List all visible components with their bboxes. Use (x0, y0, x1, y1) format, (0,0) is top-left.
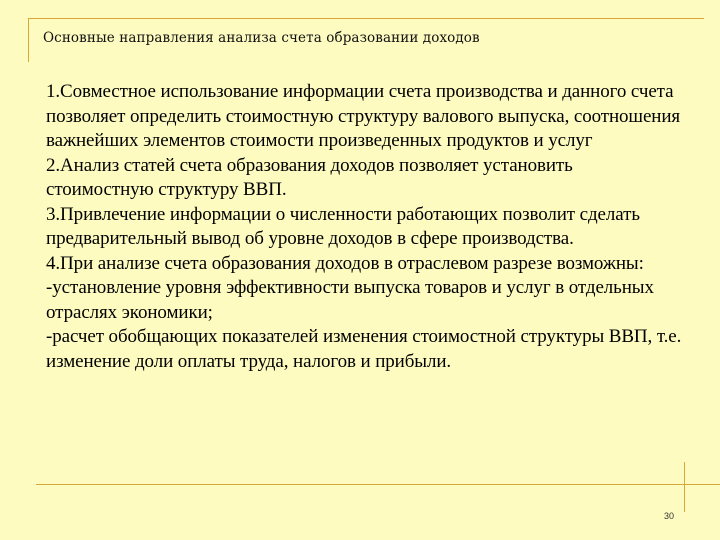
slide-title: Основные направления анализа счета образовании доходов (43, 30, 480, 46)
body-paragraph-4: 4.При анализе счета образования доходов в отраслевом разрезе возможны: (46, 252, 644, 274)
body-paragraph-1: 1.Совместное использование информации счета производства и данного счета позволяет определить стоимостную структуру валового выпуска, соотношения важнейших элементов стоимости произведенных продуктов и услуг (46, 81, 681, 151)
slide-body (46, 80, 682, 374)
page-number: 30 (664, 511, 675, 521)
body-paragraph-2: 2.Анализ статей счета образования доходов позволяет установить стоимостную структуру ВВП. (46, 154, 573, 200)
body-paragraph-5: -установление уровня эффективности выпуска товаров и услуг в отдельных отраслях экономики; (46, 277, 654, 323)
body-paragraph-3: 3.Привлечение информации о численности работающих позволит сделать предварительный вывод об уровне доходов в сфере производства. (46, 203, 640, 249)
body-paragraph-6: -расчет обобщающих показателей изменения стоимостной структуры ВВП, т.е. изменение доли оплаты труда, налогов и прибыли. (46, 326, 682, 372)
top-vertical-accent-line (28, 18, 29, 62)
bottom-vertical-accent-line (684, 462, 685, 512)
bottom-divider-line (36, 484, 720, 485)
top-divider-line (28, 18, 704, 19)
